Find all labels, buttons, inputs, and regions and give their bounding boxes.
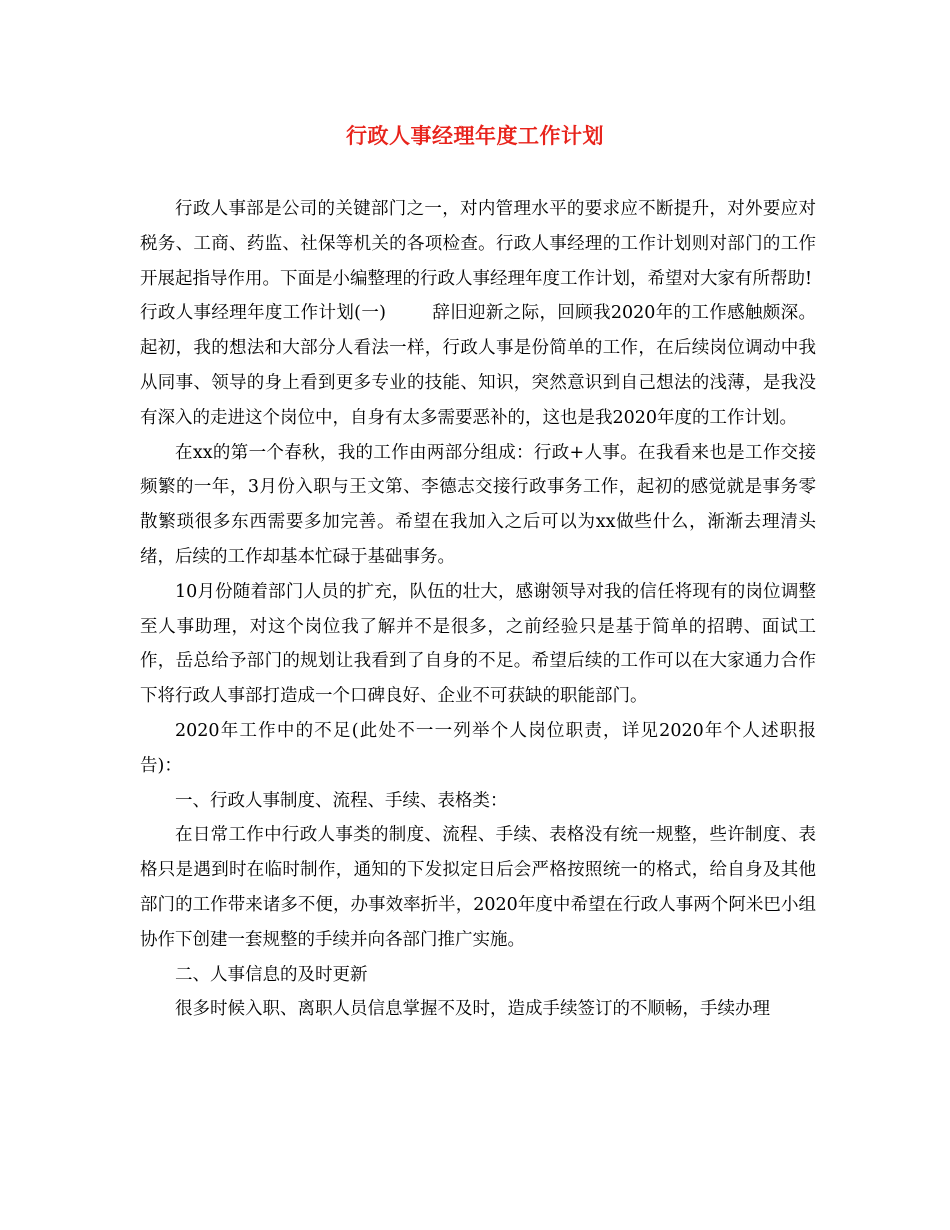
document-body [140,192,816,1027]
body-paragraph-4: 在日常工作中行政人事类的制度、流程、手续、表格没有统一规整，些许制度、表格只是遇到时在临时制作，通知的下发拟定日后会严格按照统一的格式，给自身及其他部门的工作带来诸多不便，办事效率折半，2020年度中希望在行政人事两个阿米巴小组协作下创建一套规整的手续并向各部门推广实施。 [140,825,816,950]
body-paragraph-2: 10月份随着部门人员的扩充，队伍的壮大，感谢领导对我的信任将现有的岗位调整至人事助理，对这个岗位我了解并不是很多，之前经验只是基于简单的招聘、面试工作，岳总给予部门的规划让我看到了自身的不足。希望后续的工作可以在大家通力合作下将行政人事部打造成一个口碑良好、企业不可获缺的职能部门。 [140,581,816,707]
section-paragraph [140,296,816,435]
body-paragraph-3: 2020年工作中的不足(此处不一一列举个人岗位职责，详见2020年个人述职报告)： [140,720,816,776]
body-paragraph-1: 在xx的第一个春秋，我的工作由两部分组成：行政+人事。在我看来也是工作交接频繁的一年，3月份入职与王文第、李德志交接行政事务工作，起初的感觉就是事务零散繁琐很多东西需要多加完善。希望在我加入之后可以为xx做些什么，渐渐去理清头绪，后续的工作却基本忙碌于基础事务。 [140,442,816,567]
body-paragraph-5: 很多时候入职、离职人员信息掌握不及时，造成手续签订的不顺畅，手续办理 [175,999,770,1020]
intro-paragraph: 行政人事部是公司的关键部门之一，对内管理水平的要求应不断提升，对外要应对税务、工商、药监、社保等机关的各项检查。行政人事经理的工作计划则对部门的工作开展起指导作用。下面是小编整理的行政人事经理年度工作计划，希望对大家有所帮助! [140,199,816,289]
document-title: 行政人事经理年度工作计划 [346,123,604,148]
subheading-1: 一、行政人事制度、流程、手续、表格类： [175,790,508,811]
section-heading: 行政人事经理年度工作计划(一) [140,303,387,324]
section-lead: 辞旧迎新之际，回顾我2020年的工作感触颇深。起初，我的想法和大部分人看法一样，行政人事是份简单的工作，在后续岗位调动中我从同事、领导的身上看到更多专业的技能、知识，突然意识到自己想法的浅薄，是我没有深入的走进这个岗位中，自身有太多需要恶补的，这也是我2020年度的工作计划。 [140,303,816,428]
subheading-2: 二、人事信息的及时更新 [175,964,368,985]
